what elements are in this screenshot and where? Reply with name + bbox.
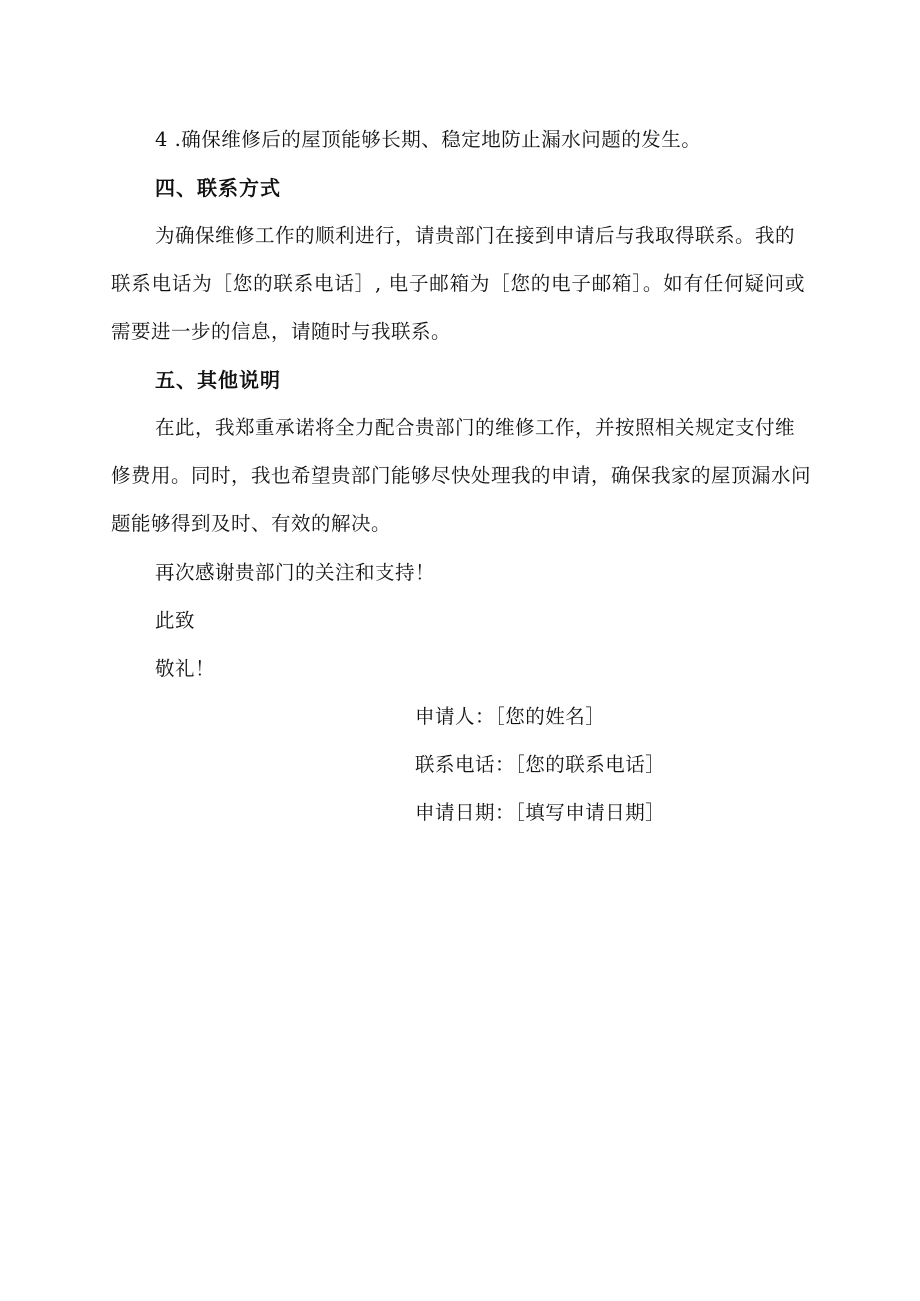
signature-applicant: 申请人：［您的姓名］ — [415, 705, 606, 728]
closing-salutation-2: 敬礼！ — [155, 657, 216, 680]
section-heading-contact: 四、联系方式 — [155, 176, 281, 200]
signature-phone: 联系电话：［您的联系电话］ — [415, 753, 666, 776]
other-paragraph-line-2: 修费用。同时，我也希望贵部门能够尽快处理我的申请，确保我家的屋顶漏水问 — [111, 464, 812, 487]
contact-paragraph-line-1: 为确保维修工作的顺利进行，请贵部门在接到申请后与我取得联系。我的 — [155, 224, 796, 247]
closing-salutation-1: 此致 — [155, 609, 196, 632]
other-paragraph-line-1: 在此，我郑重承诺将全力配合贵部门的维修工作，并按照相关规定支付维 — [155, 416, 796, 439]
contact-paragraph-line-2: 联系电话为［您的联系电话］, 电子邮箱为［您的电子邮箱］。如有任何疑问或 — [111, 272, 805, 295]
other-paragraph-line-3: 题能够得到及时、有效的解决。 — [111, 512, 392, 535]
list-item-4: 4 .确保维修后的屋顶能够长期、稳定地防止漏水问题的发生。 — [155, 128, 702, 151]
closing-thanks: 再次感谢贵部门的关注和支持！ — [155, 561, 436, 584]
contact-paragraph-line-3: 需要进一步的信息，请随时与我联系。 — [111, 320, 452, 343]
section-heading-other: 五、其他说明 — [155, 368, 281, 392]
signature-date: 申请日期：［填写申请日期］ — [415, 801, 666, 824]
